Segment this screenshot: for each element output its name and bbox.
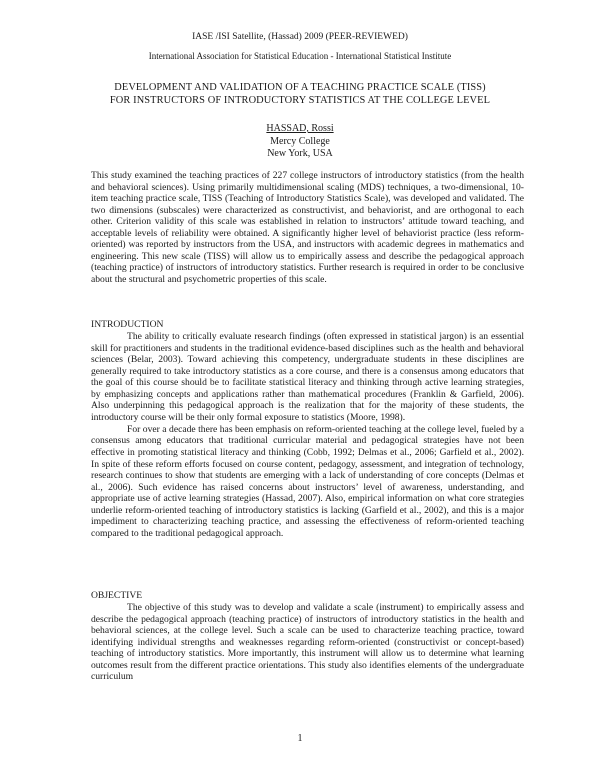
author-affiliation: Mercy College [270, 135, 330, 147]
objective-section [91, 602, 524, 683]
title-line-1: DEVELOPMENT AND VALIDATION OF A TEACHING PRACTICE SCALE (TISS) [114, 82, 486, 93]
introduction-paragraph-2: For over a decade there has been emphasis on reform-oriented teaching at the college level, fueled by a consensus among educators that traditional curricular material and pedagogical strategies have not been effective in promoting statistical literacy and thinking (Cobb, 1992; Delmas et al., 2006; Garfield et al., 2002). In spite of these reform efforts focused on course content, pedagogy, assessment, and integration of technology, research continues to show that students are emerging with a lack of understanding of core concepts (Delmas et al., 2006). Such evidence has raised concerns about instructors’ level of awareness, understanding, and appropriate use of active learning strategies (Hassad, 2007). Also, empirical information on what core strategies underlie reform-oriented teaching of introductory statistics is lacking (Garfield et al., 2002), and this is a major impediment to characterizing teaching practice, and assessing the effectiveness of reform-oriented teaching compared to the traditional pedagogical approach. [91, 423, 524, 539]
author-block [0, 123, 600, 161]
organization-header: International Association for Statistical Education - International Statistical Institute [148, 51, 452, 61]
objective-paragraph: The objective of this study was to develop and validate a scale (instrument) to empirically assess and describe the pedagogical approach (teaching practice) of instructors of introductory statistics in the health and behavioral sciences, at the college level. Such a scale can be used to characterize teaching practice, toward identifying individual strengths and weaknesses regarding reform-oriented (constructivist or concept-based) teaching of introductory statistics. More importantly, this instrument will allow us to determine what learning outcomes result from the different practice orientations. This study also identifies elements of the undergraduate curriculum [91, 602, 524, 683]
section-heading-objective: OBJECTIVE [91, 590, 143, 601]
author-location: New York, USA [267, 148, 333, 159]
page-number: 1 [297, 733, 303, 744]
introduction-section [91, 331, 524, 539]
abstract-text: This study examined the teaching practices of 227 college instructors of introductory statistics (from the health and behavioral sciences). Using primarily multidimensional scaling (MDS) techniques, a two-dimensional, 10-item teaching practice scale, TISS (Teaching of Introductory Statistics Scale), was developed and validated. The two dimensions (subscales) were characterized as constructivist, and behaviorist, and are orthogonal to each other. Criterion validity of this scale was established in relation to instructors’ attitude toward teaching, and acceptable levels of reliability were obtained. A significantly higher level of behaviorist practice (less reform-oriented) was reported by instructors from the USA, and instructors with academic degrees in mathematics and engineering. This new scale (TISS) will allow us to empirically assess and describe the pedagogical approach (teaching practice) of instructors of introductory statistics. Further research is required in order to be conclusive about the structural and psychometric properties of this scale. [91, 170, 524, 285]
author-name: HASSAD, Rossi [266, 123, 334, 134]
title-line-2: FOR INSTRUCTORS OF INTRODUCTORY STATISTICS AT THE COLLEGE LEVEL [109, 95, 491, 106]
running-header: IASE /ISI Satellite, (Hassad) 2009 (PEER-REVIEWED) [192, 32, 408, 42]
abstract [91, 170, 524, 285]
section-heading-introduction: INTRODUCTION [91, 319, 164, 330]
introduction-paragraph-1: The ability to critically evaluate research findings (often expressed in statistical jargon) is an essential skill for practitioners and students in the traditional evidence-based disciplines such as the health and behavioral sciences (Belar, 2003). Toward achieving this competency, undergraduate students in these disciplines are generally required to take introductory statistics as a core course, and there is a consensus among educators that the goal of this course should be to facilitate statistical literacy and thinking through active learning strategies, by emphasizing concepts and applications rather than mathematical procedures (Franklin & Garfield, 2006). Also underpinning this pedagogical approach is the realization that for the majority of these students, the introductory course will be their only formal exposure to statistics (Moore, 1998). [91, 331, 524, 423]
paper-title [60, 81, 540, 107]
